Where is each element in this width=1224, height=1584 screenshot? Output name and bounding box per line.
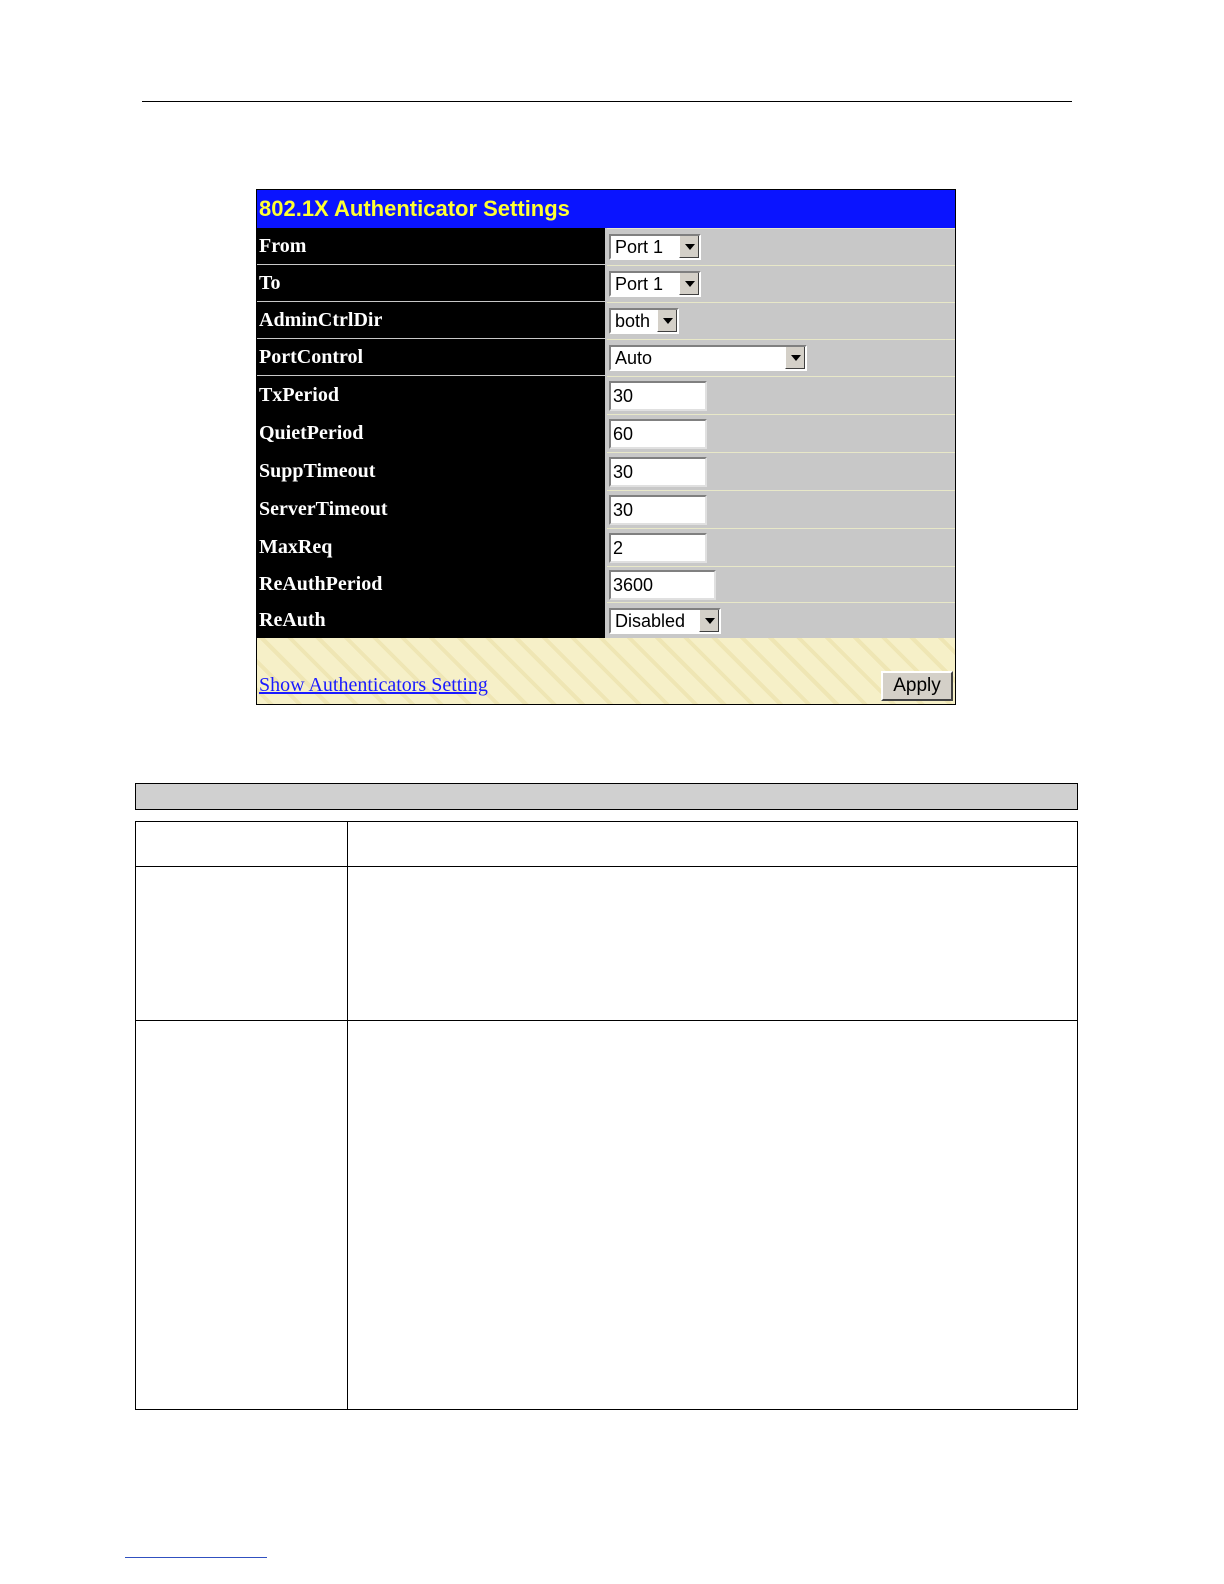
table-row-divider <box>136 1020 1077 1021</box>
apply-button[interactable]: Apply <box>881 671 953 701</box>
reauthperiod-input[interactable]: 3600 <box>609 570 716 600</box>
row-from <box>257 228 955 264</box>
portcontrol-label: PortControl <box>257 339 605 375</box>
adminctrldir-label: AdminCtrlDir <box>257 302 605 338</box>
row-portcontrol <box>257 339 955 375</box>
row-txperiod <box>257 376 955 414</box>
servertimeout-label: ServerTimeout <box>257 490 605 528</box>
supptimeout-label: SuppTimeout <box>257 452 605 490</box>
quietperiod-input[interactable]: 60 <box>609 419 707 449</box>
adminctrldir-select-value: both <box>615 311 651 331</box>
table-header-bar <box>135 783 1078 810</box>
panel-footer <box>257 638 955 704</box>
to-select-value: Port 1 <box>615 274 664 294</box>
reauthperiod-value-cell <box>607 566 955 602</box>
quietperiod-label: QuietPeriod <box>257 414 605 452</box>
description-table <box>135 821 1078 1410</box>
chevron-down-icon[interactable] <box>657 310 677 332</box>
maxreq-label: MaxReq <box>257 528 605 566</box>
supptimeout-value-cell <box>607 452 955 490</box>
row-maxreq <box>257 528 955 566</box>
adminctrldir-value-cell <box>607 302 955 338</box>
row-supptimeout <box>257 452 955 490</box>
from-select-value: Port 1 <box>615 237 664 257</box>
table-row-divider <box>136 866 1077 867</box>
chevron-down-icon[interactable] <box>785 347 805 369</box>
header-rule <box>142 101 1072 102</box>
chevron-down-icon[interactable] <box>679 273 699 295</box>
chevron-down-icon[interactable] <box>679 236 699 258</box>
to-label: To <box>257 265 605 301</box>
quietperiod-value-cell <box>607 414 955 452</box>
txperiod-value-cell <box>607 376 955 414</box>
to-select[interactable] <box>609 271 701 297</box>
portcontrol-value-cell <box>607 339 955 375</box>
txperiod-label: TxPeriod <box>257 376 605 414</box>
servertimeout-value-cell <box>607 490 955 528</box>
reauth-select-value: Disabled <box>615 611 686 631</box>
chevron-down-icon[interactable] <box>699 610 719 632</box>
table-column-divider <box>347 822 348 1409</box>
authenticator-settings-panel <box>256 189 956 705</box>
row-reauth <box>257 602 955 638</box>
reauth-select[interactable] <box>609 608 721 634</box>
from-label: From <box>257 228 605 264</box>
row-quietperiod <box>257 414 955 452</box>
row-servertimeout <box>257 490 955 528</box>
show-authenticators-setting-link[interactable]: Show Authenticators Setting <box>259 674 488 696</box>
to-value-cell <box>607 265 955 301</box>
portcontrol-select[interactable] <box>609 345 807 371</box>
from-value-cell <box>607 228 955 264</box>
from-select[interactable] <box>609 234 701 260</box>
panel-title: 802.1X Authenticator Settings <box>257 190 955 228</box>
reauthperiod-label: ReAuthPeriod <box>257 566 605 602</box>
row-to <box>257 265 955 301</box>
adminctrldir-select[interactable] <box>609 308 679 334</box>
footer-rule <box>125 1557 267 1558</box>
portcontrol-select-value: Auto <box>615 348 653 368</box>
servertimeout-input[interactable]: 30 <box>609 495 707 525</box>
row-adminctrldir <box>257 302 955 338</box>
row-reauthperiod <box>257 566 955 602</box>
supptimeout-input[interactable]: 30 <box>609 457 707 487</box>
reauth-value-cell <box>607 602 955 638</box>
maxreq-value-cell <box>607 528 955 566</box>
reauth-label: ReAuth <box>257 602 605 638</box>
maxreq-input[interactable]: 2 <box>609 533 707 563</box>
txperiod-input[interactable]: 30 <box>609 381 707 411</box>
